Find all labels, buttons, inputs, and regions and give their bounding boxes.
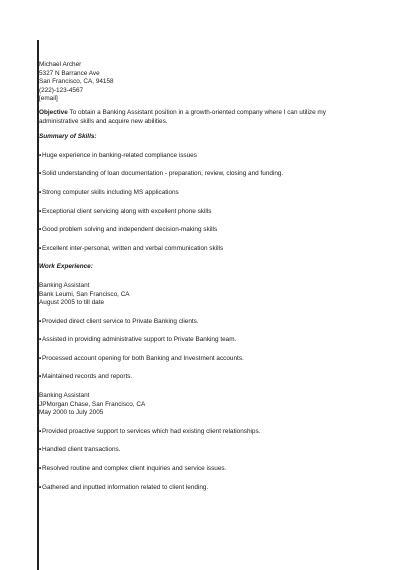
contact-phone: (222)-123-4567 — [39, 86, 84, 94]
skill-item: •Excellent inter-personal, written and verbal communication skills — [39, 244, 224, 252]
objective-text-line1: To obtain a Banking Assistant position in a growth-oriented company where I can utilize my — [69, 108, 326, 116]
contact-city: San Francisco, CA, 94158 — [39, 78, 114, 86]
bullet-icon: • — [39, 427, 42, 435]
job-title: Banking Assistant — [39, 281, 90, 289]
bullet-icon: • — [39, 244, 42, 252]
job-dates: August 2005 to till date — [39, 299, 105, 307]
skills-section — [39, 133, 369, 253]
objective-text-line2: administrative skills and acquire new abilities. — [39, 117, 168, 125]
duty-item: •Resolved routine and complex client inquiries and service issues. — [39, 465, 227, 473]
skill-item: •Good problem solving and independent decision-making skills — [39, 226, 218, 234]
contact-email: [email] — [39, 95, 58, 103]
contact-block — [39, 61, 369, 104]
bullet-icon: • — [39, 483, 42, 491]
skills-heading: Summary of Skills: — [39, 133, 97, 141]
skill-item: •Strong computer skills including MS applications — [39, 188, 179, 196]
experience-heading: Work Experience: — [39, 263, 93, 271]
bullet-icon: • — [39, 151, 42, 159]
duty-item: •Maintained records and reports. — [39, 373, 133, 381]
duty-item: •Handled client transactions. — [39, 446, 121, 454]
skill-item: •Exceptional client servicing along with excellent phone skills — [39, 207, 212, 215]
bullet-icon: • — [39, 336, 42, 344]
contact-street: 5327 N Barrance Ave — [39, 69, 100, 77]
duty-item: •Assisted in providing administrative support to Private Banking team. — [39, 336, 237, 344]
job-company: Bank Leumi, San Francisco, CA — [39, 290, 130, 298]
bullet-icon: • — [39, 207, 42, 215]
job-entry — [39, 282, 369, 382]
skill-item: •Huge experience in banking-related compliance issues — [39, 151, 197, 159]
skill-item: •Solid understanding of loan documentation - preparation, review, closing and funding. — [39, 170, 284, 178]
contact-name: Michael Archer — [39, 61, 82, 68]
job-company: JPMorgan Chase, San Francisco, CA — [39, 400, 146, 408]
job-title: Banking Assistant — [39, 392, 90, 400]
objective-section — [39, 109, 369, 126]
bullet-icon: • — [39, 465, 42, 473]
job-dates: May 2000 to July 2005 — [39, 409, 104, 417]
bullet-icon: • — [39, 317, 42, 325]
duty-item: •Gathered and inputted information related to client lending. — [39, 483, 209, 491]
duty-item: •Processed account opening for both Banking and Investment accounts. — [39, 354, 244, 362]
job-entry — [39, 392, 369, 492]
bullet-icon: • — [39, 446, 42, 454]
bullet-icon: • — [39, 170, 42, 178]
duty-item: •Provided direct client service to Private Banking clients. — [39, 317, 199, 325]
objective-label: Objective — [39, 108, 68, 116]
bullet-icon: • — [39, 373, 42, 381]
bullet-icon: • — [39, 188, 42, 196]
bullet-icon: • — [39, 354, 42, 362]
duty-item: •Provided proactive support to services which had existing client relationships. — [39, 427, 261, 435]
resume-document — [39, 61, 369, 492]
experience-section — [39, 263, 369, 492]
bullet-icon: • — [39, 226, 42, 234]
